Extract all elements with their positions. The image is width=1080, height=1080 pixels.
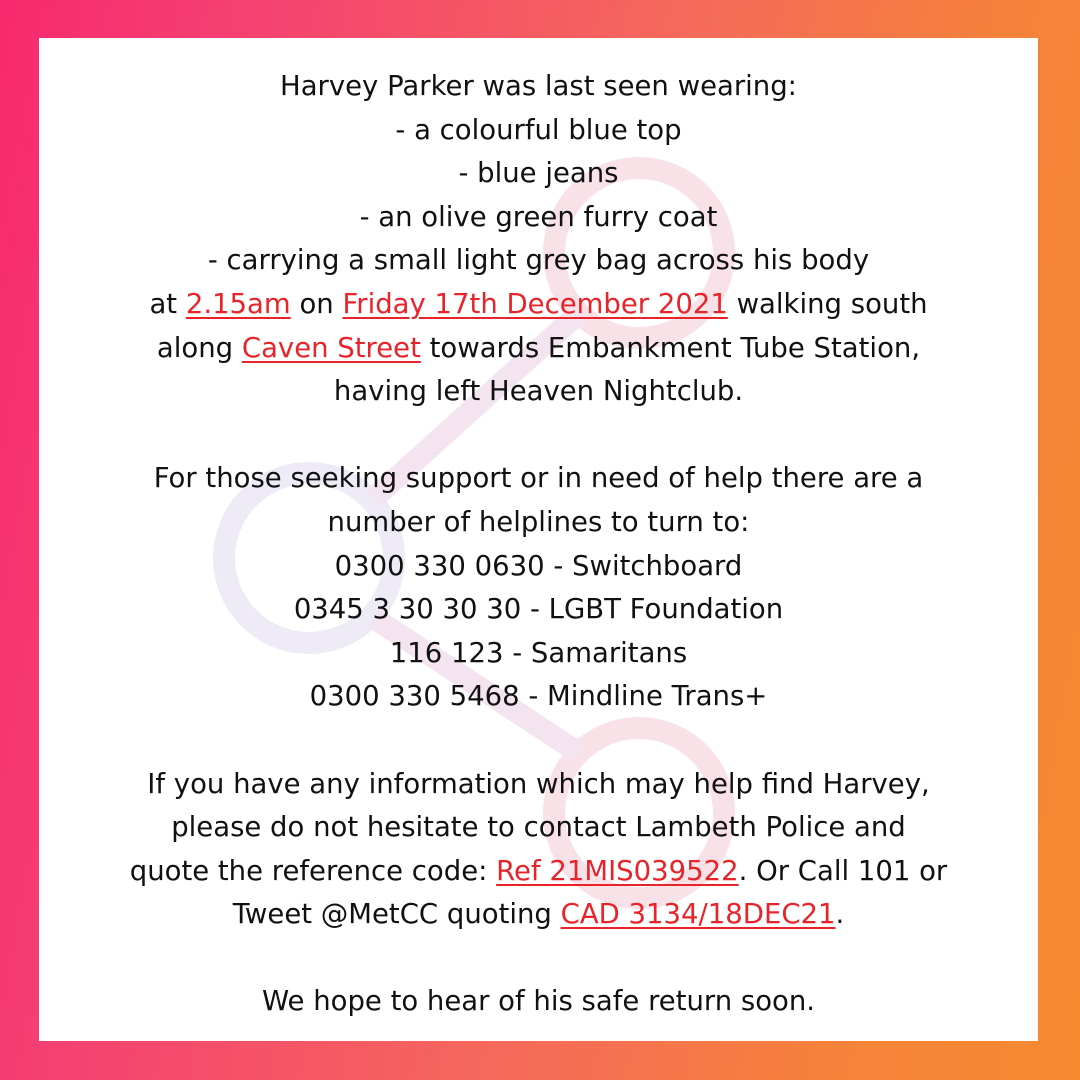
text-fragment: at [149,287,186,320]
clothing-item: - carrying a small light grey bag across his body [207,244,870,277]
contact-text: please do not hesitate to contact Lambeth Police and [171,811,906,844]
text-fragment: . [835,898,845,931]
message-card [39,38,1038,1041]
text-fragment: Tweet @MetCC quoting [232,898,561,931]
helpline-item: 0300 330 5468 - Mindline Trans+ [309,680,768,713]
support-intro: For those seeking support or in need of help there are a [153,462,924,495]
sighting-location-line [39,327,1038,371]
paragraph-spacer [39,414,1038,458]
text-fragment: along [156,331,242,364]
helpline-item: 0300 330 0630 - Switchboard [334,549,743,582]
clothing-item: - blue jeans [458,157,619,190]
support-intro: number of helplines to turn to: [327,505,750,538]
helpline-item: 116 123 - Samaritans [389,636,688,669]
description-heading: Harvey Parker was last seen wearing: [280,70,797,102]
text-fragment: quote the reference code: [129,854,497,887]
sighting-origin-line: having left Heaven Nightclub. [333,375,744,408]
reference-code-link[interactable]: Ref 21MIS039522 [496,854,739,887]
message-text [39,65,1038,1024]
text-fragment: towards Embankment Tube Station, [420,331,921,364]
contact-text: If you have any information which may help find Harvey, [147,767,930,800]
clothing-item: - a colourful blue top [395,113,682,146]
paragraph-spacer [39,719,1038,763]
helpline-item: 0345 3 30 30 30 - LGBT Foundation [293,593,784,626]
clothing-item: - an olive green furry coat [359,200,718,233]
paragraph-spacer [39,937,1038,981]
time-link[interactable]: 2.15am [185,287,291,320]
date-link[interactable]: Friday 17th December 2021 [342,287,728,320]
text-fragment: . Or Call 101 or [738,854,948,887]
cad-code-link[interactable]: CAD 3134/18DEC21 [560,898,836,931]
sighting-time-line [39,283,1038,327]
cad-line [39,893,1038,937]
text-fragment: on [290,287,343,320]
closing-message: We hope to hear of his safe return soon. [261,985,816,1018]
street-link[interactable]: Caven Street [241,331,421,364]
reference-line [39,850,1038,894]
text-fragment: walking south [727,287,928,320]
